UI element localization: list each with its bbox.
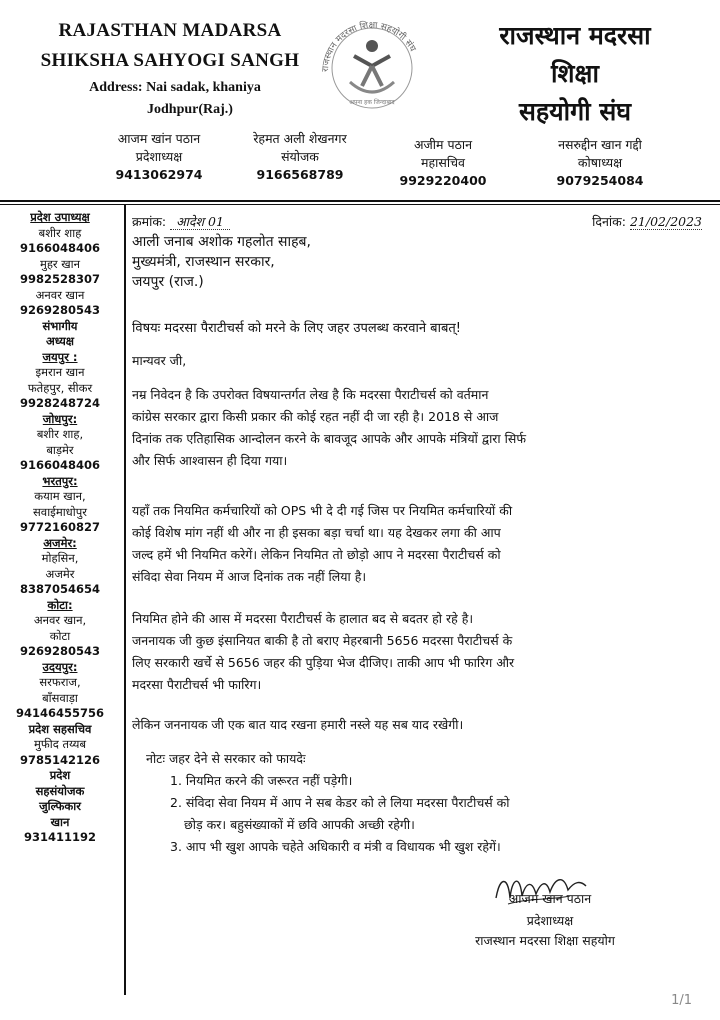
office-bearer-treasurer (515, 136, 685, 190)
sidebar-entry: अनवर खान, (33, 613, 87, 627)
org-name-hindi-line3: सहयोगी संघ (518, 97, 632, 126)
para-line: कोई विशेष मांग नहीं थी और ना ही इसका बड़ा चर्चा था। यह देखकर लगा की आप (132, 525, 501, 540)
sidebar-entry: उदयपुर: (42, 659, 78, 674)
org-name-english-line2: SHIKSHA SAHYOGI SANGH (40, 50, 300, 71)
reference-line (132, 213, 702, 230)
sidebar-entry: अध्यक्ष (45, 334, 75, 348)
sidebar-entry: सरफराज, (39, 675, 81, 689)
bearer-post: प्रदेशाध्यक्ष (135, 149, 183, 164)
bearer-post: कोषाध्यक्ष (577, 155, 623, 170)
sidebar-entry: अनवर खान (35, 287, 85, 302)
sidebar-entry: संभागीय (42, 318, 78, 333)
note-list (170, 770, 700, 858)
sidebar-entry: अजमेर: (43, 535, 77, 550)
para-line: कांग्रेस सरकार द्वारा किसी प्रकार की कोई रहत नहीं दी जा रही है। 2018 से आज (132, 409, 499, 424)
addressee-line: जयपुर (राज.) (132, 274, 204, 290)
signatory-post: प्रदेशाध्यक्ष (526, 913, 574, 928)
para-line: नियमित होने की आस में मदरसा पैराटीचर्स के हालात बद से बदतर हो रहे है। (132, 611, 474, 626)
header-divider-thin (0, 204, 720, 205)
sidebar-entry: कोटा: (47, 597, 73, 612)
para-line: नम्र निवेदन है कि उपरोक्त विषयान्तर्गत लेख है कि मदरसा पैराटीचर्स को वर्तमान (132, 387, 489, 402)
address-line2: Jodhpur(Raj.) (147, 102, 233, 117)
sidebar-entry: जोधपुर: (42, 411, 78, 426)
page-indicator: 1/1 (671, 993, 692, 1008)
sidebar-entry: प्रदेश सहसचिव (28, 721, 92, 736)
sidebar-entry: कोटा (49, 628, 71, 643)
sidebar-entry: 9928248724 (19, 396, 101, 410)
bearer-phone: 9413062974 (115, 167, 203, 182)
bearer-name: रेहमत अली शेखनगर (253, 131, 347, 146)
addressee-block (132, 232, 702, 292)
addressee-line: मुख्यमंत्री, राजस्थान सरकार, (132, 254, 275, 270)
org-name-hindi-line2: शिक्षा (551, 59, 599, 88)
para-line: जल्द हमें भी नियमित करेगें। लेकिन नियमित तो छोड़ो आप ने मदरसा पैराटीचर्स को (132, 547, 501, 562)
bearer-phone: 9079254084 (556, 173, 644, 188)
sidebar-entry: 9269280543 (19, 303, 101, 317)
bearer-name: अजीम पठान (413, 137, 473, 152)
addressee-line: आली जनाब अशोक गहलोत साहब, (132, 234, 311, 250)
logo-inner-text: अपना हक जिन्दाबाद (349, 99, 395, 106)
date-label: दिनांक: (592, 214, 626, 229)
note-item: 3. आप भी खुश आपके चहेते अधिकारी व मंत्री व विधायक भी खुश रहेगें। (170, 839, 501, 854)
sidebar-entry: जयपुर : (42, 349, 78, 364)
ref-value: आदेश 01 (170, 214, 230, 230)
organization-logo (314, 12, 430, 116)
sidebar-entry: 9982528307 (19, 272, 101, 286)
para-line: और सिर्फ आश्वासन ही दिया गया। (132, 453, 288, 468)
sidebar-entry: 9269280543 (19, 644, 101, 658)
signature-block (450, 888, 650, 932)
sidebar-entry: अजमेर (45, 566, 75, 581)
sidebar-entry: भरतपुर: (42, 473, 78, 488)
para-line: मदरसा पैराटीचर्स भी फारिग। (132, 677, 262, 692)
bearer-post: संयोजक (281, 149, 319, 164)
para-line: जननायक जी कुछ इंसानियत बाकी है तो बराए मेहरबानी 5656 मदरसा पैराटीचर्स के (132, 633, 513, 648)
office-bearer-president (84, 130, 234, 184)
sidebar-entry: मुहर खान (39, 256, 81, 271)
office-bearer-general-secretary (378, 136, 508, 190)
para-line: लिए सरकारी खर्चे से 5656 जहर की पुड़िया भेज दीजिए। ताकी आप भी फारिग और (132, 655, 515, 670)
sidebar-entry: 94146455756 (15, 706, 105, 720)
paragraph-1 (132, 384, 702, 472)
sidebar-entry: 8387054654 (19, 582, 101, 596)
sidebar-members-list (0, 210, 120, 846)
note-heading: नोटः जहर देने से सरकार को फायदेः (146, 751, 306, 766)
paragraph-4: लेकिन जननायक जी एक बात याद रखना हमारी नस्ले यह सब याद रखेगी। (132, 717, 464, 732)
signatory-name: आजम खान पठान (508, 891, 592, 906)
sidebar-entry: बशीर शाह (38, 225, 82, 240)
sidebar-entry: खान (50, 814, 70, 829)
sidebar-entry: प्रदेश उपाध्यक्ष (30, 210, 90, 224)
signatory-organization: राजस्थान मदरसा शिक्षा सहयोग (475, 933, 615, 948)
sidebar-entry: प्रदेश (49, 768, 71, 782)
paragraph-3 (132, 608, 702, 696)
bearer-post: महासचिव (421, 155, 465, 170)
office-bearer-convener (225, 130, 375, 184)
para-line: दिनांक तक एतिहासिक आन्दोलन करने के बावजूद आपके और आपके मंत्रियों द्वारा सिर्फ (132, 431, 526, 446)
subject-line: विषयः मदरसा पैराटीचर्स को मरने के लिए जहर उपलब्ध करवाने बाबत्! (132, 321, 461, 336)
bearer-name: आजम खांन पठान (117, 131, 201, 146)
sidebar-entry: बाँसवाड़ा (42, 690, 78, 705)
para-line: संविदा सेवा नियम में आज दिनांक तक नहीं लिया है। (132, 569, 367, 584)
sidebar-entry: 9772160827 (19, 520, 101, 534)
sidebar-entry: बाड़मेर (46, 442, 74, 457)
sidebar-entry: 9785142126 (19, 752, 101, 767)
bearer-name: नसरुद्दीन खान गद्दी (558, 137, 642, 152)
sidebar-entry: फतेहपुर, सीकर (27, 380, 93, 395)
bearer-phone: 9929220400 (399, 173, 487, 188)
sidebar-entry: इमरान खान (35, 365, 85, 379)
sidebar-entry: कयाम खान, (34, 489, 86, 503)
sidebar-entry: सहसंयोजक (35, 783, 85, 798)
sidebar-entry: 931411192 (23, 830, 96, 844)
sidebar-entry: बशीर शाह, (36, 427, 84, 441)
sidebar-entry: 9166048406 (19, 241, 101, 255)
bearer-phone: 9166568789 (256, 167, 344, 182)
paragraph-2 (132, 500, 702, 588)
address-line1: Address: Nai sadak, khaniya (89, 80, 261, 95)
note-item-continued: छोड़ कर। बहुसंख्याकों में छवि आपकी अच्छी रहेगी। (184, 817, 415, 832)
note-item: 1. नियमित करने की जरूरत नहीं पड़ेगी। (170, 773, 353, 788)
org-name-english-line1: RAJASTHAN MADARSA (58, 20, 282, 41)
org-name-hindi-line1: राजस्थान मदरसा (499, 21, 651, 50)
para-line: यहाँ तक नियमित कर्मचारियों को OPS भी दे दी गई जिस पर नियमित कर्मचारियों की (132, 503, 513, 518)
sidebar-entry: मोहसिन, (41, 551, 79, 565)
logo-emblem-icon (314, 12, 430, 116)
date-value: 21/02/2023 (629, 214, 702, 229)
salutation: मान्यवर जी, (132, 353, 187, 368)
sidebar-entry: जुल्फिकार (39, 799, 81, 813)
note-item: 2. संविदा सेवा नियम में आप ने सब केडर को ले लिया मदरसा पैराटीचर्स को (170, 795, 510, 810)
sidebar-entry: सवाईमाधोपुर (33, 504, 87, 519)
logo-ring-text: राजस्थान मदरसा शिक्षा सहयोगी संघ (320, 20, 418, 73)
sidebar-divider (124, 205, 126, 995)
sidebar-entry: 9166048406 (19, 458, 101, 472)
header-divider (0, 200, 720, 202)
ref-label: क्रमांक: (132, 214, 167, 229)
sidebar-entry: मुफीद तय्यब (33, 737, 87, 751)
